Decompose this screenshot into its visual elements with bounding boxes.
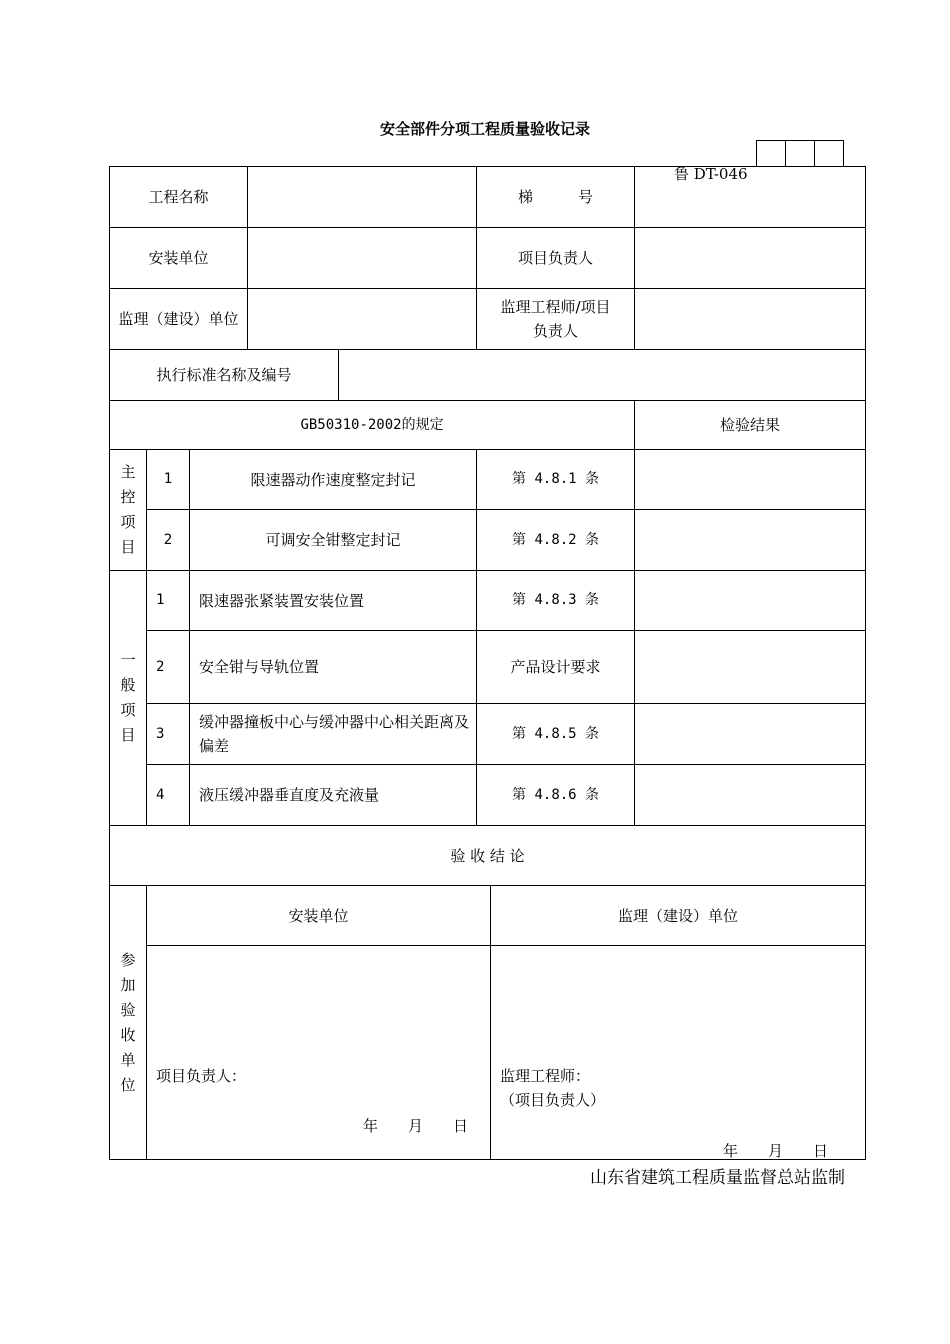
- participants-group-label: [110, 886, 147, 1160]
- group-char: 般: [120, 676, 136, 694]
- inspection-record-table: [109, 166, 866, 1160]
- supervision-unit-label: 监理（建设）单位: [110, 289, 248, 350]
- page-title: 安全部件分项工程质量验收记录: [379, 120, 590, 138]
- conclusion-label: 验 收 结 论: [110, 826, 866, 886]
- item-result[interactable]: [635, 765, 866, 826]
- form-code: 鲁 DT-046: [674, 165, 748, 183]
- supervision-unit-header: 监理（建设）单位: [491, 886, 866, 946]
- item-name: 限速器张紧装置安装位置: [190, 571, 477, 631]
- install-signature-area[interactable]: [147, 946, 491, 1160]
- install-unit-header: 安装单位: [147, 886, 491, 946]
- install-signer-label: 项目负责人：: [156, 1067, 247, 1085]
- group-char: 加: [120, 975, 136, 994]
- elevator-no-value[interactable]: [635, 167, 866, 228]
- item-name: 缓冲器撞板中心与缓冲器中心相关距离及偏差: [190, 704, 477, 765]
- item-result[interactable]: [635, 704, 866, 765]
- item-clause: 第 4.8.6 条: [477, 765, 635, 826]
- supervision-engineer-label: [477, 289, 635, 350]
- group-char: 参: [120, 950, 136, 969]
- result-header: 检验结果: [635, 401, 866, 450]
- elevator-no-label: 梯 号: [477, 167, 635, 228]
- item-clause: 第 4.8.2 条: [477, 510, 635, 571]
- standard-value[interactable]: [339, 350, 866, 401]
- item-result[interactable]: [635, 571, 866, 631]
- supervision-signer-line2: （项目负责人）: [500, 1091, 606, 1109]
- install-sign-date: 年 月 日: [363, 1117, 469, 1135]
- code-box[interactable]: [815, 141, 844, 167]
- item-no: 1: [147, 571, 190, 631]
- supervision-signature-area[interactable]: [491, 946, 866, 1160]
- item-clause: 产品设计要求: [477, 631, 635, 704]
- group-char: 项: [120, 701, 136, 719]
- regulation-header: GB50310-2002的规定: [110, 401, 635, 450]
- supervision-signer-line1: 监理工程师：: [500, 1067, 591, 1085]
- supervision-signer-label: [500, 1064, 605, 1112]
- group-char: 控: [120, 488, 136, 506]
- item-name: 液压缓冲器垂直度及充液量: [190, 765, 477, 826]
- group-char: 单: [120, 1050, 136, 1069]
- item-clause: 第 4.8.5 条: [477, 704, 635, 765]
- item-clause: 第 4.8.1 条: [477, 450, 635, 510]
- item-no: 4: [147, 765, 190, 826]
- item-no: 3: [147, 704, 190, 765]
- standard-label: 执行标准名称及编号: [110, 350, 339, 401]
- item-no: 1: [147, 450, 190, 510]
- item-result[interactable]: [635, 450, 866, 510]
- group-char: 验: [120, 1000, 136, 1019]
- install-unit-value[interactable]: [248, 228, 477, 289]
- item-result[interactable]: [635, 510, 866, 571]
- supervision-engineer-label-line1: 监理工程师/项目: [500, 298, 611, 316]
- group-char: 一: [120, 651, 136, 669]
- install-unit-label: 安装单位: [110, 228, 248, 289]
- item-clause: 第 4.8.3 条: [477, 571, 635, 631]
- project-manager-value[interactable]: [635, 228, 866, 289]
- form-code-boxes: [756, 140, 844, 167]
- item-name: 可调安全钳整定封记: [190, 510, 477, 571]
- item-result[interactable]: [635, 631, 866, 704]
- group-char: 主: [120, 463, 136, 481]
- code-box[interactable]: [786, 141, 815, 167]
- group-char: 目: [120, 726, 136, 744]
- group-char: 目: [120, 538, 136, 556]
- item-no: 2: [147, 510, 190, 571]
- supervision-engineer-label-line2: 负责人: [533, 322, 579, 340]
- project-manager-label: 项目负责人: [477, 228, 635, 289]
- general-items-group-label: [110, 571, 147, 826]
- code-box[interactable]: [757, 141, 786, 167]
- item-name: 限速器动作速度整定封记: [190, 450, 477, 510]
- main-items-group-label: [110, 450, 147, 571]
- project-name-value[interactable]: [248, 167, 477, 228]
- supervision-engineer-value[interactable]: [635, 289, 866, 350]
- supervision-sign-date: 年 月 日: [723, 1142, 829, 1160]
- item-no: 2: [147, 631, 190, 704]
- project-name-label: 工程名称: [110, 167, 248, 228]
- group-char: 位: [120, 1075, 136, 1094]
- group-char: 项: [120, 513, 136, 531]
- footer-issuer: 山东省建筑工程质量监督总站监制: [590, 1168, 845, 1188]
- item-name: 安全钳与导轨位置: [190, 631, 477, 704]
- supervision-unit-value[interactable]: [248, 289, 477, 350]
- group-char: 收: [120, 1025, 136, 1044]
